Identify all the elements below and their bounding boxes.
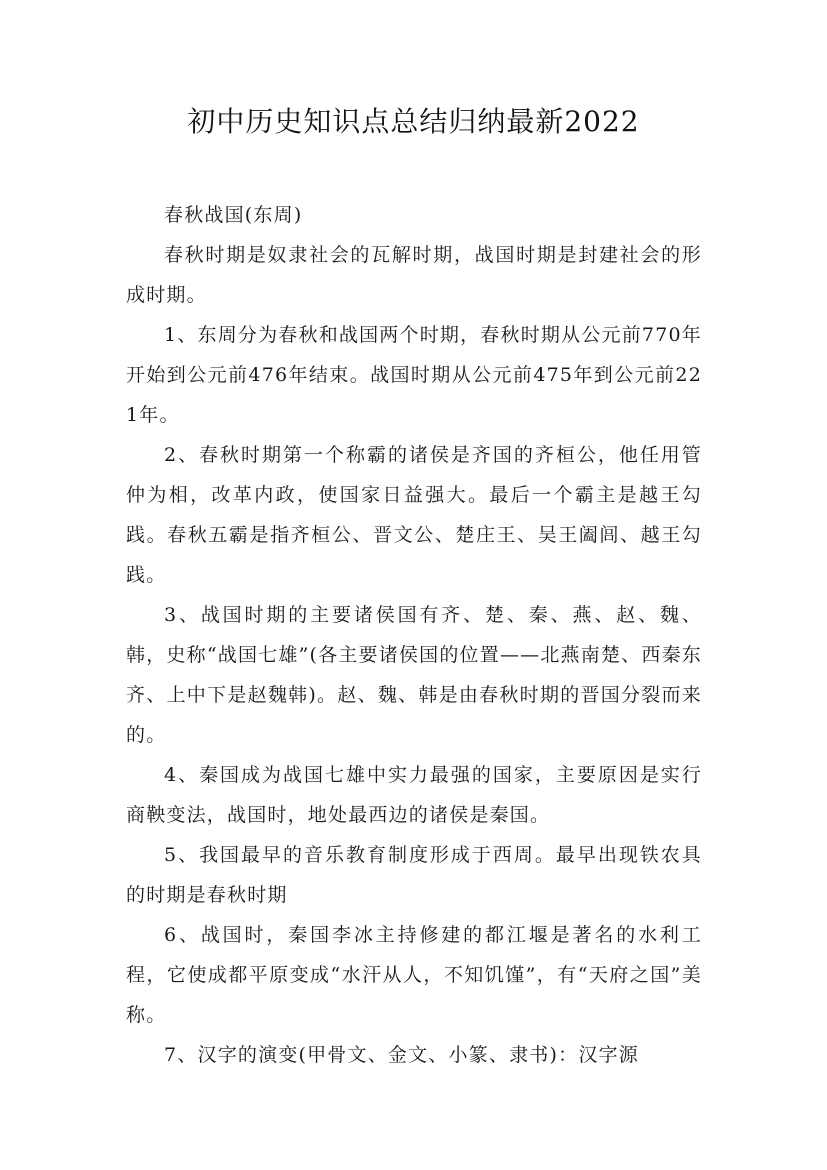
paragraph-item-6: 6、战国时，秦国李冰主持修建的都江堰是著名的水利工程，它使成都平原变成“水汗从人，不知饥馑”，有“天府之国”美称。 [126,924,702,1026]
document-title: 初中历史知识点总结归纳最新2022 [187,105,640,138]
section-heading: 春秋战国(东周) [164,204,303,226]
paragraph-item-5: 5、我国最早的音乐教育制度形成于西周。最早出现铁农具的时期是春秋时期 [126,844,702,906]
paragraph-item-7: 7、汉字的演变(甲骨文、金文、小篆、隶书)：汉字源 [164,1044,639,1066]
paragraph-item-3: 3、战国时期的主要诸侯国有齐、楚、秦、燕、赵、魏、韩，史称“战国七雄”(各主要诸侯国的位置——北燕南楚、西秦东齐、上中下是赵魏韩)。赵、魏、韩是由春秋时期的晋国分裂而来的。 [126,604,702,746]
paragraph-item-2: 2、春秋时期第一个称霸的诸侯是齐国的齐桓公，他任用管仲为相，改革内政，使国家日益强大。最后一个霸主是越王勾践。春秋五霸是指齐桓公、晋文公、楚庄王、吴王阖闾、越王勾践。 [126,444,702,586]
paragraph-intro: 春秋时期是奴隶社会的瓦解时期，战国时期是封建社会的形成时期。 [126,244,702,306]
paragraph-item-1: 1、东周分为春秋和战国两个时期，春秋时期从公元前770年开始到公元前476年结束。战国时期从公元前475年到公元前221年。 [126,324,702,426]
paragraph-item-4: 4、秦国成为战国七雄中实力最强的国家，主要原因是实行商鞅变法，战国时，地处最西边的诸侯是秦国。 [126,764,702,826]
document-body [126,195,702,1075]
